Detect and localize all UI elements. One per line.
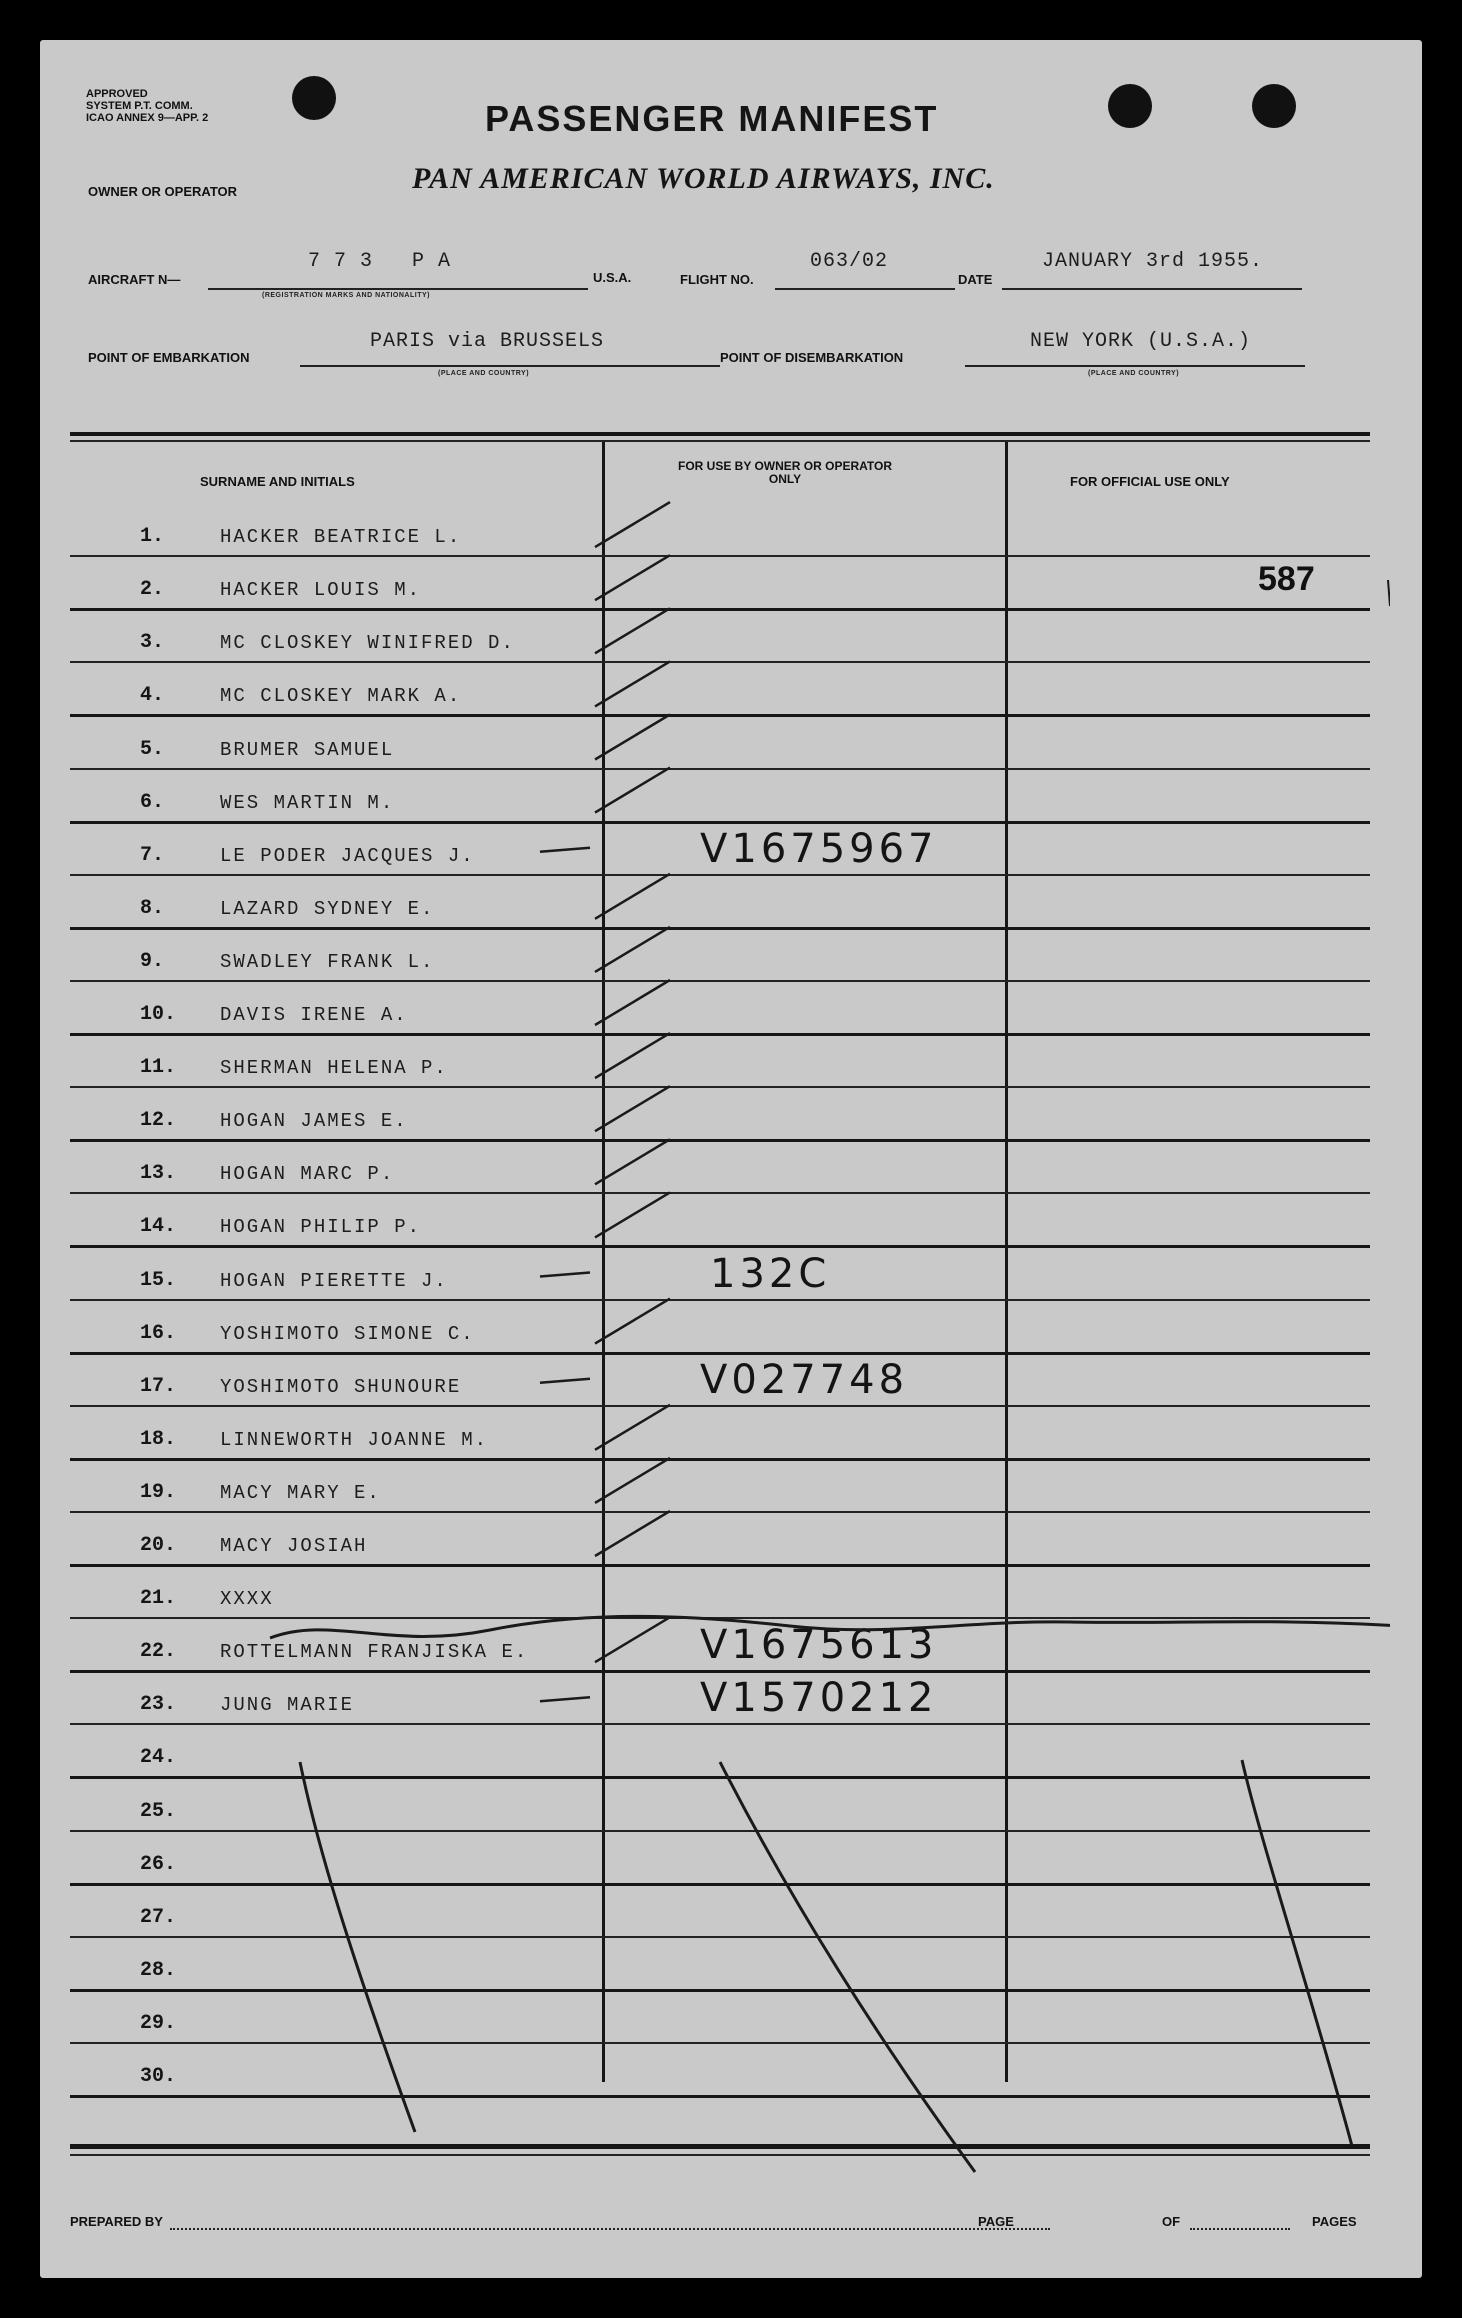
- owner-label: OWNER OR OPERATOR: [88, 184, 238, 199]
- passenger-table: [70, 40, 1390, 2278]
- surname-header: SURNAME AND INITIALS: [200, 474, 355, 489]
- date-label: DATE: [958, 272, 993, 287]
- handwriting-layer: [70, 40, 1390, 2278]
- row-number: 21.: [140, 1587, 177, 1611]
- check-mark: [595, 1405, 670, 1450]
- official-stamp-number: 587: [1258, 560, 1315, 598]
- row-number: 20.: [140, 1534, 177, 1557]
- row-number: 9.: [140, 949, 165, 973]
- row-number: 28.: [140, 1958, 177, 1982]
- row-number: 16.: [140, 1321, 177, 1345]
- passenger-name: MC CLOSKEY WINIFRED D.: [220, 632, 515, 655]
- row-number: 22.: [140, 1640, 177, 1664]
- passenger-name: YOSHIMOTO SHUNOURE: [220, 1375, 462, 1398]
- passenger-name: BRUMER SAMUEL: [220, 738, 395, 761]
- check-mark: [595, 1192, 670, 1237]
- passenger-name: SHERMAN HELENA P.: [220, 1057, 448, 1080]
- row-number: 3.: [140, 631, 165, 655]
- check-mark: [595, 927, 670, 972]
- row-number: 25.: [140, 1799, 177, 1823]
- row-number: 29.: [140, 2011, 177, 2035]
- row-number: 2.: [140, 578, 165, 602]
- flight-value: 063/02: [810, 250, 889, 273]
- row-number: 19.: [140, 1480, 177, 1504]
- prepared-label: PREPARED BY: [70, 2214, 163, 2229]
- embark-value: PARIS via BRUSSELS: [370, 330, 605, 353]
- passenger-name: HACKER BEATRICE L.: [220, 526, 462, 549]
- passenger-name: MC CLOSKEY MARK A.: [220, 685, 462, 708]
- diagonal-line-middle: [720, 1762, 975, 2172]
- passenger-name: HOGAN PIERETTE J.: [220, 1269, 448, 1292]
- passenger-name: JUNG MARIE: [220, 1694, 355, 1717]
- row-number: 5.: [140, 737, 165, 761]
- passenger-name: LINNEWORTH JOANNE M.: [220, 1428, 489, 1451]
- passenger-name: LAZARD SYDNEY E.: [220, 897, 435, 920]
- handwritten-note: 132C: [710, 1250, 831, 1297]
- stamp-tick: [1388, 580, 1390, 606]
- approval-line-1: APPROVED: [86, 88, 148, 100]
- disembark-value: NEW YORK (U.S.A.): [1030, 330, 1252, 353]
- row-number: 18.: [140, 1427, 177, 1451]
- check-mark: [595, 1617, 670, 1662]
- manifest-sheet: [40, 40, 1422, 2278]
- passenger-name: MACY JOSIAH: [220, 1535, 368, 1557]
- check-mark: [595, 555, 670, 600]
- passenger-name: HACKER LOUIS M.: [220, 579, 422, 602]
- prepared-underline: [170, 2228, 1050, 2230]
- row-number: 1.: [140, 525, 165, 549]
- handwritten-note: V1675967: [700, 825, 938, 872]
- row-number: 12.: [140, 1109, 177, 1133]
- passenger-name: HOGAN JAMES E.: [220, 1110, 408, 1133]
- diagonal-line-right: [1242, 1760, 1352, 2146]
- check-mark: [595, 1458, 670, 1503]
- passenger-name: HOGAN MARC P.: [220, 1163, 395, 1186]
- check-mark: [595, 661, 670, 706]
- row-number: 7.: [140, 843, 165, 867]
- passenger-name: DAVIS IRENE A.: [220, 1004, 408, 1026]
- row-number: 10.: [140, 1003, 177, 1026]
- date-value: JANUARY 3rd 1955.: [1042, 250, 1264, 273]
- row-number: 23.: [140, 1693, 177, 1717]
- approval-line-3: ICAO ANNEX 9—APP. 2: [86, 112, 209, 124]
- disembark-caption: (PLACE AND COUNTRY): [1088, 370, 1180, 377]
- check-mark: [595, 1299, 670, 1344]
- dash-mark: [540, 1379, 590, 1383]
- row-number: 27.: [140, 1905, 177, 1929]
- page-title: PASSENGER MANIFEST: [485, 98, 939, 139]
- page-label: PAGE: [978, 2214, 1014, 2229]
- handwritten-note: V027748: [700, 1356, 909, 1403]
- handwritten-note: V1675613: [700, 1622, 938, 1669]
- check-mark: [595, 980, 670, 1025]
- row-number: 14.: [140, 1215, 177, 1239]
- of-underline: [1190, 2228, 1290, 2230]
- approval-line-2: SYSTEM P.T. COMM.: [86, 100, 193, 112]
- passenger-name: XXXX: [220, 1588, 274, 1611]
- check-marks: [540, 502, 670, 1701]
- official-use-header: FOR OFFICIAL USE ONLY: [1070, 474, 1230, 489]
- usa-label: U.S.A.: [593, 270, 632, 285]
- passenger-name: WES MARTIN M.: [220, 791, 395, 814]
- row-number: 26.: [140, 1852, 177, 1876]
- row-number: 24.: [140, 1746, 177, 1770]
- check-mark: [595, 1511, 670, 1556]
- row-number: 13.: [140, 1162, 177, 1186]
- embark-label: POINT OF EMBARKATION: [88, 350, 250, 365]
- row-number: 8.: [140, 896, 165, 920]
- check-mark: [595, 502, 670, 547]
- passenger-name: SWADLEY FRANK L.: [220, 950, 435, 973]
- diagonal-line-left: [300, 1762, 415, 2132]
- aircraft-caption: (REGISTRATION MARKS AND NATIONALITY): [262, 292, 430, 299]
- embark-caption: (PLACE AND COUNTRY): [438, 370, 530, 377]
- row-number: 17.: [140, 1374, 177, 1398]
- flight-label: FLIGHT NO.: [680, 272, 754, 287]
- aircraft-value: 773 PA: [308, 250, 465, 273]
- passenger-name: YOSHIMOTO SIMONE C.: [220, 1322, 475, 1345]
- check-mark: [595, 768, 670, 813]
- check-mark: [595, 1139, 670, 1184]
- pages-label: PAGES: [1312, 2214, 1357, 2229]
- row-number: 30.: [140, 2065, 177, 2088]
- check-mark: [595, 1086, 670, 1131]
- passenger-name: HOGAN PHILIP P.: [220, 1216, 422, 1239]
- row-number: 6.: [140, 790, 165, 814]
- check-mark: [595, 715, 670, 760]
- handwritten-note: V1570212: [700, 1675, 938, 1722]
- strike-through-row-21: [270, 1616, 1390, 1638]
- passenger-name: ROTTELMANN FRANJISKA E.: [220, 1641, 529, 1664]
- disembark-label: POINT OF DISEMBARKATION: [720, 350, 904, 365]
- owner-value: PAN AMERICAN WORLD AIRWAYS, INC.: [412, 162, 995, 195]
- dash-mark: [540, 1697, 590, 1701]
- dash-mark: [540, 1273, 590, 1277]
- row-number: 4.: [140, 684, 165, 708]
- aircraft-label: AIRCRAFT N—: [88, 272, 181, 287]
- owner-use-header: FOR USE BY OWNER OR OPERATOR ONLY: [677, 459, 893, 486]
- check-mark: [595, 1033, 670, 1078]
- passenger-name: LE PODER JACQUES J.: [220, 844, 475, 867]
- check-mark: [595, 608, 670, 653]
- of-label: OF: [1162, 2214, 1181, 2229]
- dash-mark: [540, 848, 590, 852]
- row-number: 11.: [140, 1056, 177, 1080]
- passenger-name: MACY MARY E.: [220, 1481, 381, 1504]
- check-mark: [595, 874, 670, 919]
- row-number: 15.: [140, 1268, 177, 1292]
